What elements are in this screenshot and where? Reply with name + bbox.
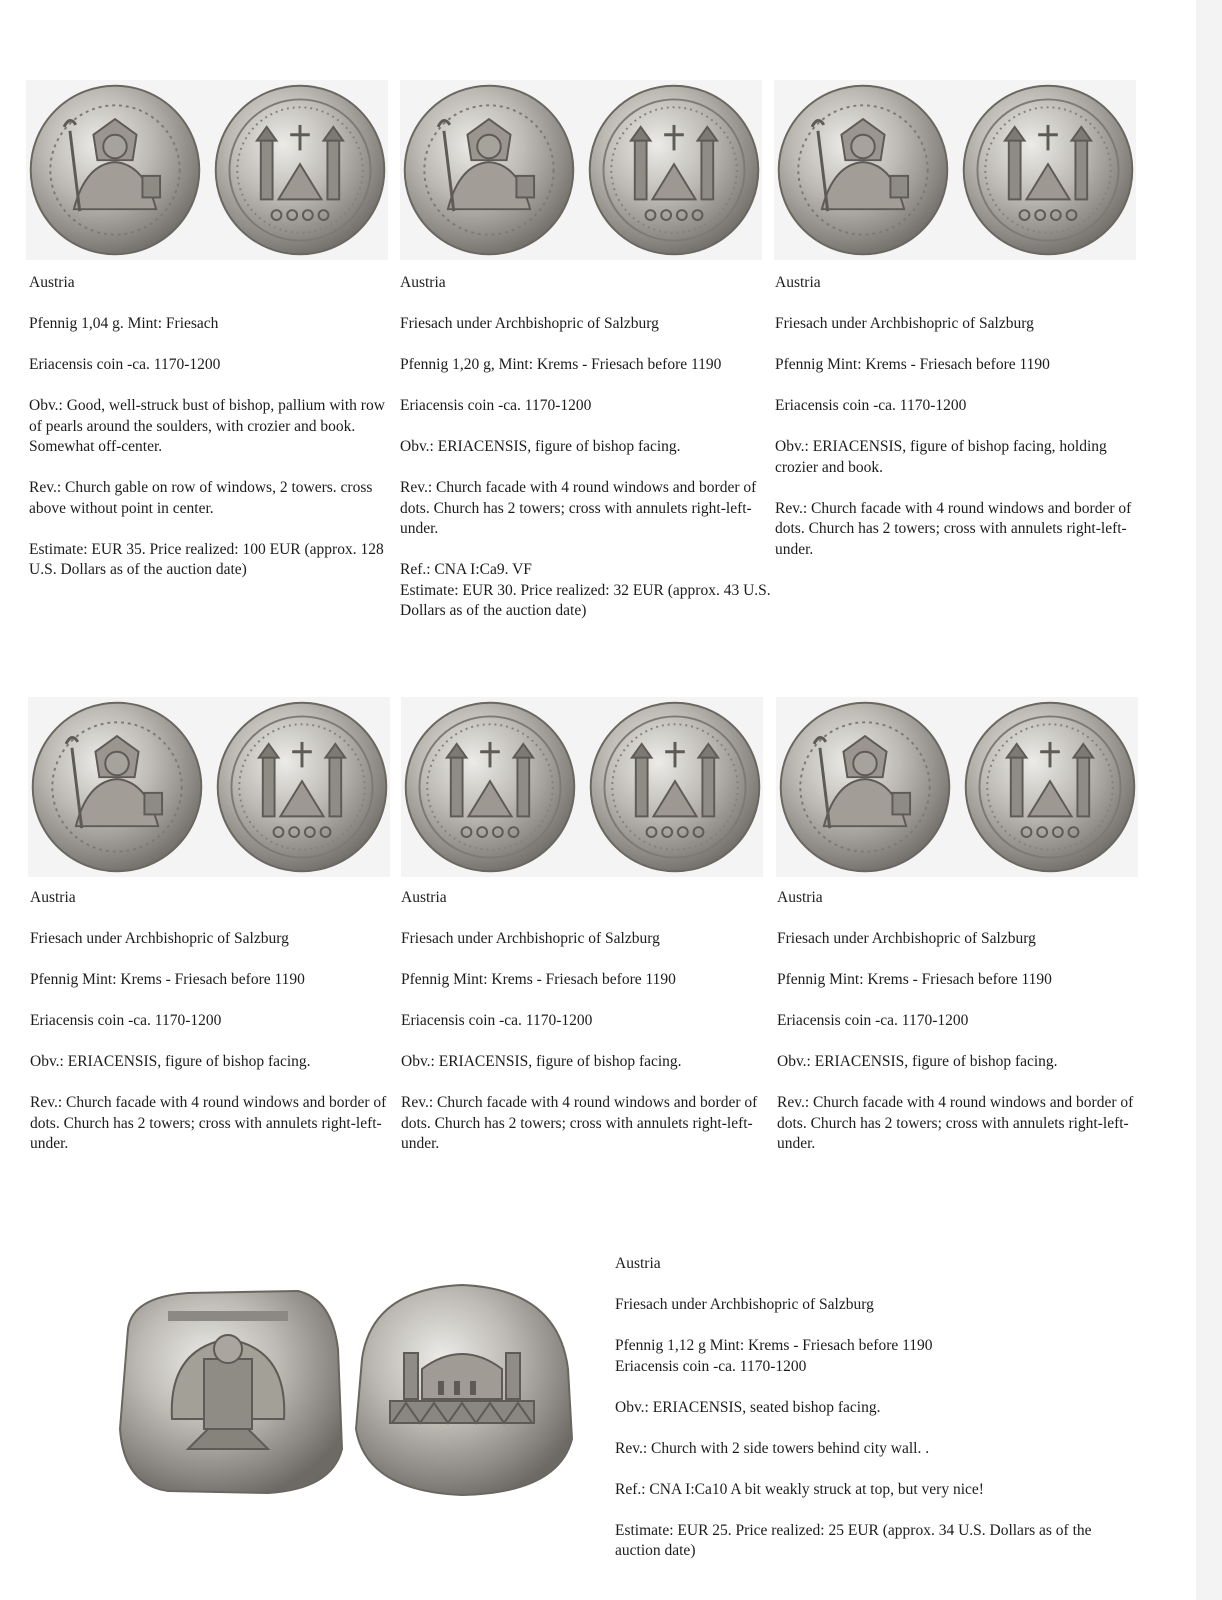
lot-reverse: Rev.: Church facade with 4 round windows and border of dots. Church has 2 towers; cross with annulets right-left-under. — [30, 1094, 387, 1152]
lot-reverse: Rev.: Church facade with 4 round windows and border of dots. Church has 2 towers; cross with annulets right-left-under. — [777, 1094, 1134, 1152]
lot-denomination: Pfennig Mint: Krems - Friesach before 1190 — [777, 971, 1052, 988]
lot-obverse: Obv.: ERIACENSIS, figure of bishop facing. — [777, 1053, 1058, 1070]
lot-denomination: Pfennig Mint: Krems - Friesach before 1190 — [401, 971, 676, 988]
church-facade-coin-icon — [400, 80, 762, 260]
coin-photo — [28, 697, 390, 877]
lot-obverse: Obv.: ERIACENSIS, figure of bishop facing. — [30, 1053, 311, 1070]
lot-country: Austria — [615, 1255, 661, 1272]
lot-coin: Eriacensis coin -ca. 1170-1200 — [775, 397, 967, 414]
seated-bishop-coin-icon — [110, 1273, 578, 1505]
lot-denomination: Pfennig Mint: Krems - Friesach before 1190 — [30, 971, 305, 988]
church-facade-coin-icon — [401, 697, 763, 877]
lot-coin: Eriacensis coin -ca. 1170-1200 — [400, 397, 592, 414]
lot-reverse: Rev.: Church gable on row of windows, 2 towers. cross above without point in center. — [29, 479, 373, 517]
coin-photo — [401, 697, 763, 877]
coin-photo — [400, 80, 762, 260]
lot-reverse: Rev.: Church with 2 side towers behind city wall. . — [615, 1439, 930, 1457]
lot-country: Austria — [30, 889, 76, 906]
lot-description — [775, 273, 1147, 581]
lot-description — [401, 888, 773, 1175]
lot-obverse: Obv.: ERIACENSIS, figure of bishop facing. — [401, 1053, 682, 1070]
lot-obverse: Obv.: ERIACENSIS, figure of bishop facing, holding crozier and book. — [775, 438, 1107, 476]
lot-country: Austria — [29, 274, 75, 291]
lot-coin: Eriacensis coin -ca. 1170-1200 — [401, 1012, 593, 1029]
lot-denomination: Pfennig 1,12 g Mint: Krems - Friesach before 1190 — [615, 1337, 933, 1354]
lot-issuer: Friesach under Archbishopric of Salzburg — [30, 930, 289, 947]
lot-description — [30, 888, 402, 1175]
lot-obverse: Obv.: ERIACENSIS, seated bishop facing. — [615, 1398, 881, 1416]
lot-country: Austria — [400, 274, 446, 291]
lot-coin: Eriacensis coin -ca. 1170-1200 — [30, 1012, 222, 1029]
church-facade-coin-icon — [28, 697, 390, 877]
coin-photo — [26, 80, 388, 260]
lot-estimate: Estimate: EUR 25. Price realized: 25 EUR (approx. 34 U.S. Dollars as of the auction date) — [615, 1521, 1092, 1559]
lot-description — [615, 1254, 1135, 1582]
bishop-facing-coin-icon — [776, 697, 1138, 877]
lot-estimate: Estimate: EUR 30. Price realized: 32 EUR (approx. 43 U.S. Dollars as of the auction date) — [400, 581, 771, 619]
lot-coin: Eriacensis coin -ca. 1170-1200 — [29, 356, 221, 373]
lot-issuer: Friesach under Archbishopric of Salzburg — [777, 930, 1036, 947]
coin-photo — [776, 697, 1138, 877]
lot-issuer: Friesach under Archbishopric of Salzburg — [615, 1296, 874, 1313]
lot-obverse: Obv.: ERIACENSIS, figure of bishop facing. — [400, 438, 681, 455]
lot-reverse: Rev.: Church facade with 4 round windows and border of dots. Church has 2 towers; cross with annulets right-left-under. — [401, 1094, 758, 1152]
lot-reference: Ref.: CNA I:Ca9. VF — [400, 561, 532, 578]
lot-reverse: Rev.: Church facade with 4 round windows and border of dots. Church has 2 towers; cross with annulets right-left-under. — [400, 479, 757, 537]
lot-country: Austria — [401, 889, 447, 906]
lot-denomination: Pfennig 1,20 g, Mint: Krems - Friesach before 1190 — [400, 356, 722, 373]
lot-estimate: Estimate: EUR 35. Price realized: 100 EUR (approx. 128 U.S. Dollars as of the auction date) — [29, 540, 384, 578]
lot-issuer: Pfennig 1,04 g. Mint: Friesach — [29, 315, 219, 332]
lot-description — [400, 273, 772, 642]
bishop-facing-coin-icon — [774, 80, 1136, 260]
coin-photo — [774, 80, 1136, 260]
lot-issuer: Friesach under Archbishopric of Salzburg — [400, 315, 659, 332]
page-edge — [1196, 0, 1222, 1600]
lot-country: Austria — [775, 274, 821, 291]
lot-coin: Eriacensis coin -ca. 1170-1200 — [777, 1012, 969, 1029]
lot-obverse: Obv.: Good, well-struck bust of bishop, pallium with row of pearls around the soulders, with crozier and book. Somewhat off-center. — [29, 397, 385, 455]
lot-reference: Ref.: CNA I:Ca10 A bit weakly struck at top, but very nice! — [615, 1480, 984, 1498]
lot-denomination: Pfennig Mint: Krems - Friesach before 1190 — [775, 356, 1050, 373]
coin-photo — [110, 1273, 578, 1505]
lot-country: Austria — [777, 889, 823, 906]
lot-issuer: Friesach under Archbishopric of Salzburg — [775, 315, 1034, 332]
lot-coin: Eriacensis coin -ca. 1170-1200 — [615, 1357, 807, 1375]
lot-issuer: Friesach under Archbishopric of Salzburg — [401, 930, 660, 947]
lot-description — [29, 273, 401, 601]
lot-reverse: Rev.: Church facade with 4 round windows and border of dots. Church has 2 towers; cross with annulets right-left-under. — [775, 499, 1132, 558]
bishop-bust-coin-icon — [26, 80, 388, 260]
lot-description — [777, 888, 1149, 1175]
